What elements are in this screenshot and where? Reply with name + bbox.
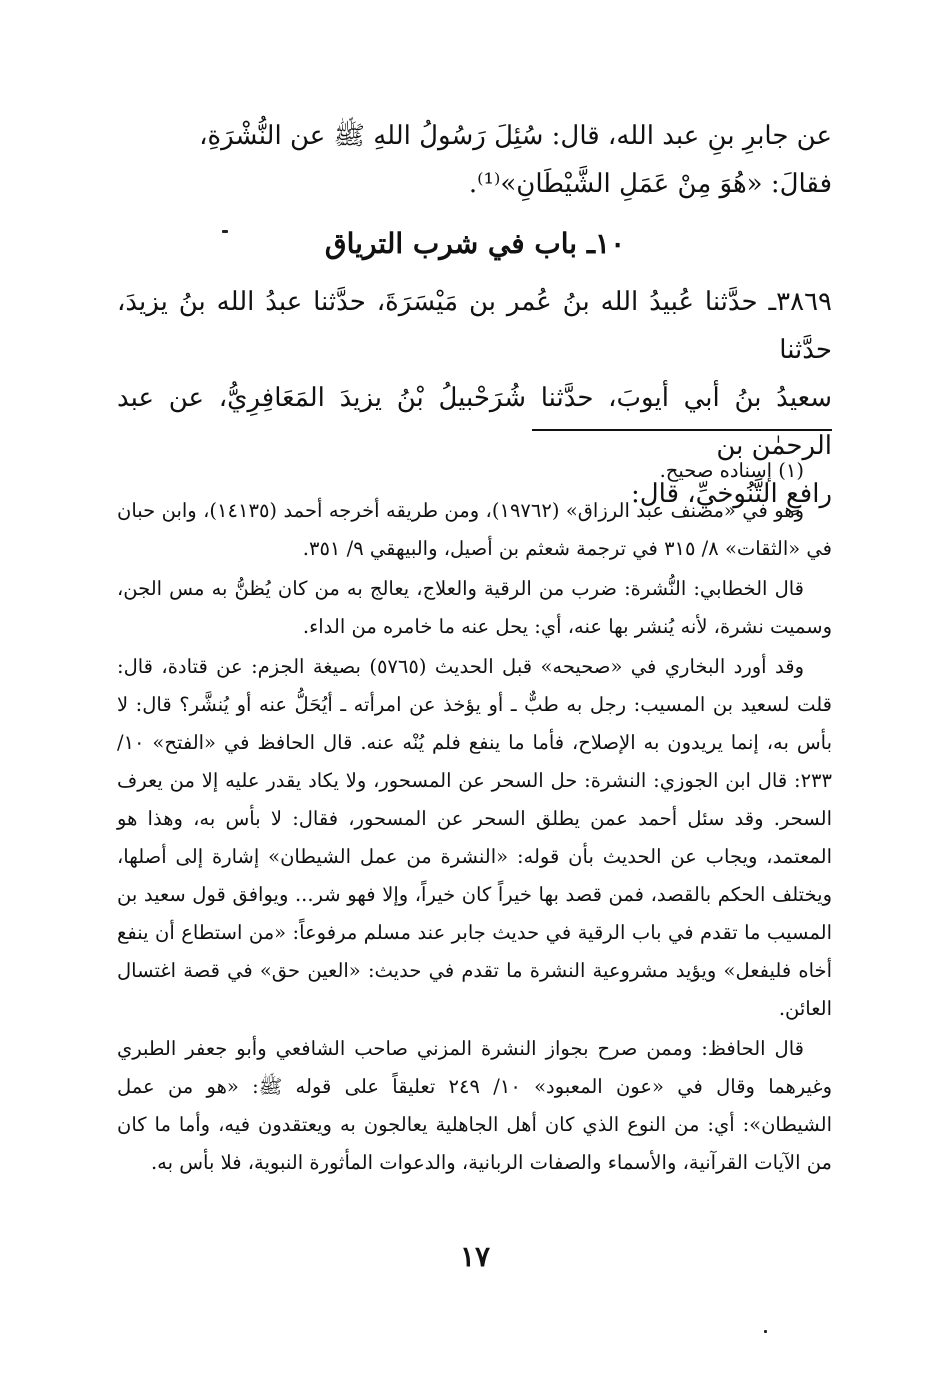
footnote-para-3: وقد أورد البخاري في «صحيحه» قبل الحديث (٥٧٦٥) بصيغة الجزم: عن قتادة، قال: قلت لسعيد بن المسيب: رجل به طبٌّ ـ أو يؤخذ عن امرأته ـ أيُحَلُّ عنه أو يُنشَّر؟ قال: لا بأس به، إنما يريدون به الإصلاح، فأما ما ينفع فلم يُنْه عنه. قال الحافظ في «الفتح» ١٠/ ٢٣٣: قال ابن الجوزي: النشرة: حل السحر عن المسحور، ولا يكاد يقدر عليه إلا من يعرف السحر. وقد سئل أحمد عمن يطلق السحر عن المسحور، فقال: لا بأس به، وهذا هو المعتمد، ويجاب عن الحديث بأن قوله: «النشرة من عمل الشيطان» إشارة إلى أصلها، ويختلف الحكم بالقصد، فمن قصد بها خيراً كان خيراً، وإلا فهو شر... ويوافق قول سعيد بن المسيب ما تقدم في باب الرقية في حديث جابر عند مسلم مرفوعاً: «من استطاع أن ينفع أخاه فليفعل» ويؤيد مشروعية النشرة ما تقدم في حديث: «العين حق» في قصة اغتسال العائن.: [117, 655, 832, 1020]
scan-speck: [222, 230, 228, 233]
scan-speck: [764, 1330, 767, 1333]
footnote-para-4: قال الحافظ: وممن صرح بجواز النشرة المزني صاحب الشافعي وأبو جعفر الطبري وغيرهما وقال في «عون المعبود» ١٠/ ٢٤٩ تعليقاً على قوله ﷺ: «هو من عمل الشيطان»: أي: من النوع الذي كان أهل الجاهلية يعالجون به ويعتقدون فيه، وأما ما كان من الآيات القرآنية، والأسماء والصفات الربانية، والدعوات المأثورة النبوية، فلا بأس به.: [117, 1037, 833, 1174]
footnote-para-1: وهو في «مصنف عبد الرزاق» (١٩٧٦٢)، ومن طريقه أخرجه أحمد (١٤١٣٥)، وابن حبان في «الثقات» ٨/ ٣١٥ في ترجمة شعثم بن أصيل، والبيهقي ٩/ ٣٥١.: [117, 499, 832, 560]
footnote-1-title: (١) إسناده صحيح.: [659, 459, 804, 482]
chapter-heading: ١٠ـ باب في شرب الترياق: [324, 227, 626, 260]
passage-top: [117, 112, 832, 208]
footnotes: [117, 452, 832, 1184]
passage-line-1: عن جابرِ بنِ عبد الله، قال: سُئِلَ رَسُولُ اللهِ ﷺ عن النُّشْرَةِ،: [199, 121, 832, 151]
hadith-line-3: رافعٍ التَّنُوخيِّ، قال:: [631, 479, 832, 509]
footnote-separator: [532, 429, 832, 431]
page-number: ١٧: [459, 1240, 491, 1273]
hadith-line-2: سعيدُ بنُ أبي أيوبَ، حدَّثنا شُرَحْبيلُ بْنُ يزيدَ المَعَافِرِيُّ، عن عبد الرحمٰن بن: [117, 383, 832, 461]
passage-line-2: فقالَ: «هُوَ مِنْ عَمَلِ الشَّيْطَانِ»⁽¹⁾.: [468, 169, 832, 199]
footnote-para-2: قال الخطابي: النُّشرة: ضرب من الرقية والعلاج، يعالج به من كان يُظنُّ به مس الجن، وسميت نشرة، لأنه يُنشر بها عنه، أي: يحل عنه ما خامره من الداء.: [117, 577, 832, 638]
hadith-line-1: ٣٨٦٩ـ حدَّثنا عُبيدُ الله بنُ عُمر بن مَيْسَرَةَ، حدَّثنا عبدُ الله بنُ يزيدَ، حدَّثنا: [117, 287, 832, 365]
